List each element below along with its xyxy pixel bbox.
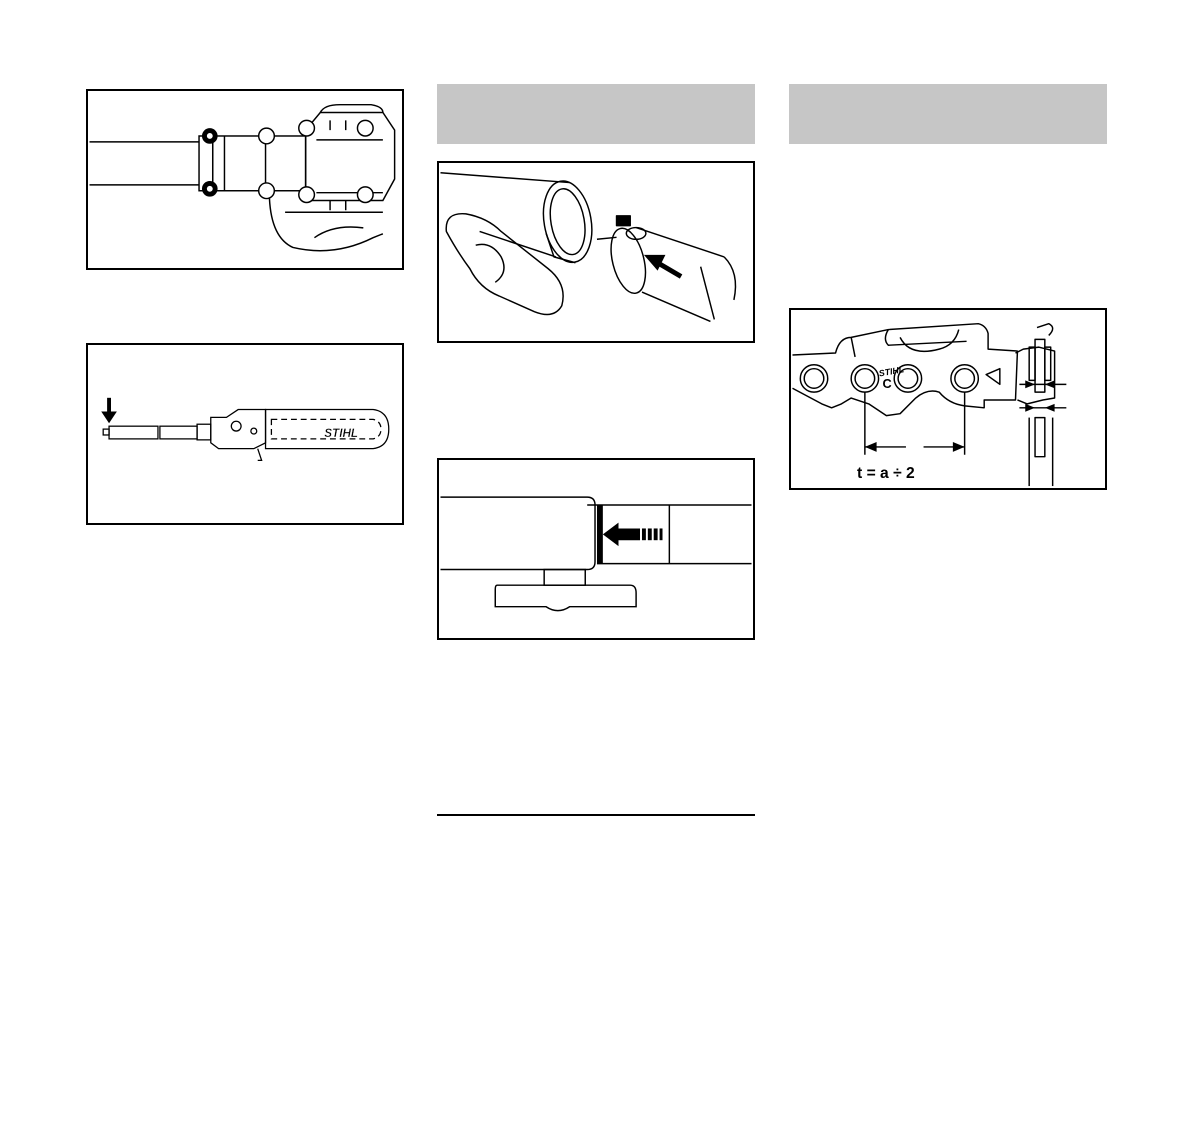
figure-alignment-mark <box>437 458 755 640</box>
chain-pitch-illustration <box>791 310 1105 488</box>
section-end-rule <box>437 814 755 816</box>
alignment-mark-illustration <box>439 460 753 638</box>
figure-pole-extension <box>86 343 404 525</box>
section-heading-bar-right <box>789 84 1107 144</box>
pole-extension-brand-logo: STIHL <box>324 426 359 440</box>
figure-chain-pitch <box>789 308 1107 490</box>
chain-brand-logo: STIHL <box>878 364 905 379</box>
chain-mark-label: C <box>882 376 892 392</box>
tube-connection-illustration <box>439 163 753 341</box>
attachment-clamp-illustration <box>88 91 402 268</box>
pole-extension-illustration <box>88 345 402 523</box>
section-heading-bar-left <box>437 84 755 144</box>
figure-tube-connection <box>437 161 755 343</box>
pitch-formula-label: t = a ÷ 2 <box>857 465 915 483</box>
figure-attachment-clamp <box>86 89 404 270</box>
